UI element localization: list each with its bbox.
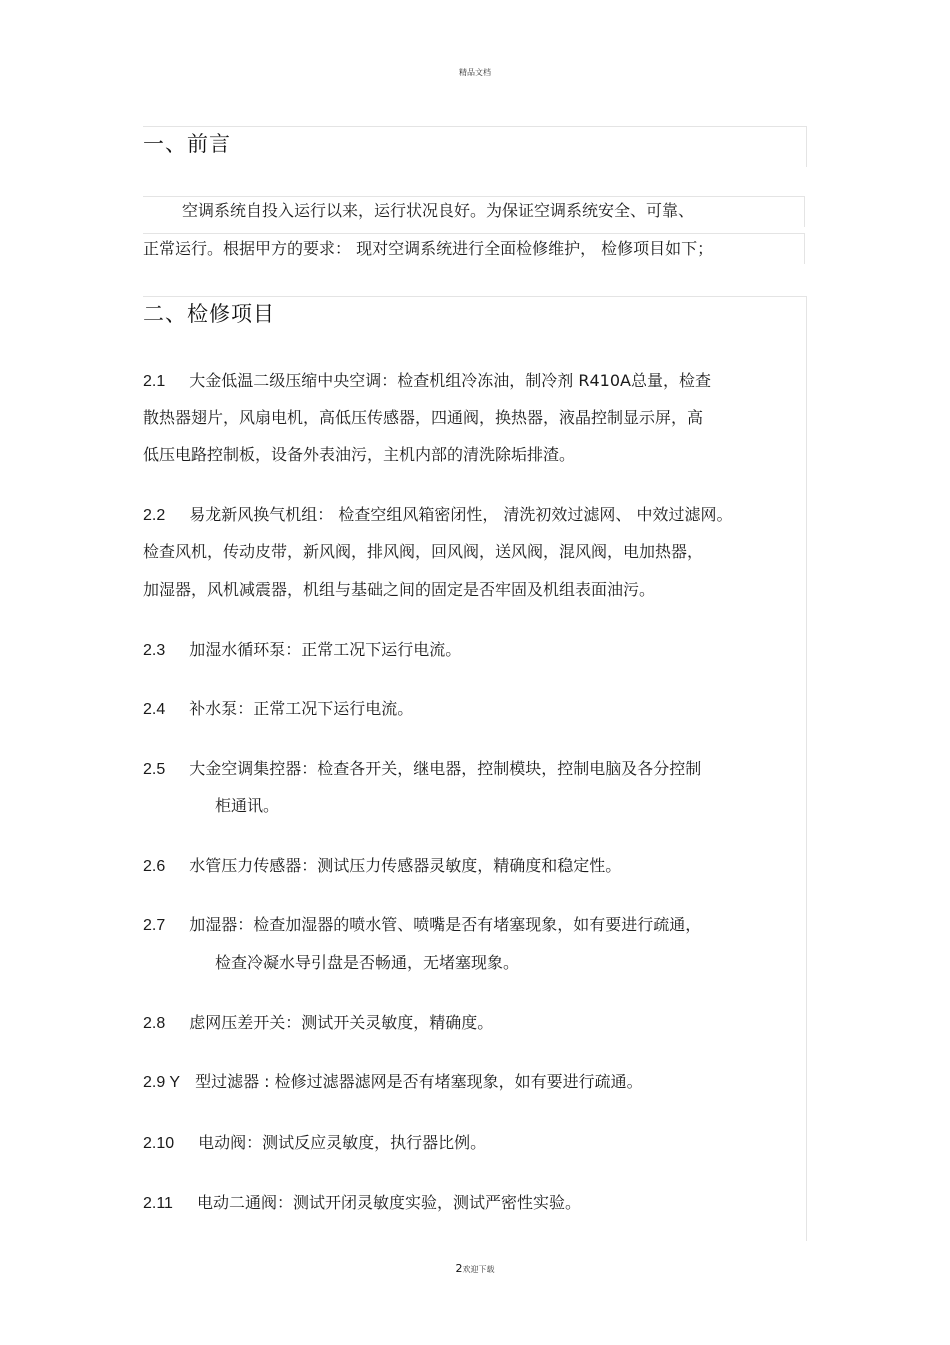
- item-2-6-line-1: [143, 853, 621, 876]
- item-number: 2.2: [143, 507, 166, 524]
- item-text: 易龙新风换气机组： 检查空组风箱密闭性， 清洗初效过滤网、 中效过滤网。: [189, 505, 733, 524]
- footer-note: 欢迎下载: [462, 1265, 495, 1274]
- item-text: 加湿器：检查加湿器的喷水管、喷嘴是否有堵塞现象，如有要进行疏通，: [189, 915, 702, 934]
- item-text: 虑网压差开关：测试开关灵敏度，精确度。: [189, 1013, 494, 1032]
- item-2-2-line-2: 检查风机，传动皮带，新风阀，排风阀，回风阀，送风阀，混风阀，电加热器，: [143, 542, 704, 561]
- page-number: 2: [455, 1262, 463, 1275]
- item-text: 型过滤器 : 检修过滤器滤网是否有堵塞现象，如有要进行疏通。: [195, 1072, 643, 1091]
- item-2-11-line-1: [143, 1190, 581, 1213]
- header-watermark: 精品文档: [459, 68, 491, 77]
- item-text: 加湿水循环泵：正常工况下运行电流。: [189, 640, 462, 659]
- item-number: 2.4: [143, 701, 166, 718]
- section1-title: 一、前言: [143, 132, 231, 156]
- item-number: 2.10: [143, 1135, 175, 1152]
- item-2-2-line-1: [143, 502, 733, 525]
- item-number: 2.8: [143, 1015, 166, 1032]
- item-2-4-line-1: [143, 696, 413, 719]
- item-number: 2.5: [143, 761, 166, 778]
- intro-line-1: 空调系统自投入运行以来，运行状况良好。为保证空调系统安全、可靠、: [182, 201, 695, 220]
- item-number: 2.1: [143, 373, 166, 390]
- item-text: 大金低温二级压缩中央空调：检查机组冷冻油，制冷剂 R410A总量，检查: [189, 371, 711, 390]
- item-text: 电动二通阀：测试开闭灵敏度实验，测试严密性实验。: [196, 1193, 581, 1212]
- item-text: 补水泵：正常工况下运行电流。: [189, 699, 414, 718]
- item-2-1-line-3: 低压电路控制板，设备外表油污，主机内部的清洗除垢排渣。: [143, 445, 576, 464]
- page-footer: [0, 1262, 950, 1275]
- item-number: 2.6: [143, 858, 166, 875]
- item-2-5-line-2: 柜通讯。: [215, 796, 280, 815]
- item-number: 2.11: [143, 1195, 173, 1212]
- item-text: 电动阀：测试反应灵敏度，执行器比例。: [198, 1133, 487, 1152]
- item-number: 2.9 Y: [143, 1074, 181, 1091]
- item-2-7-line-1: [143, 912, 701, 935]
- item-text: 水管压力传感器：测试压力传感器灵敏度，精确度和稳定性。: [189, 856, 622, 875]
- item-2-8-line-1: [143, 1010, 493, 1033]
- item-number: 2.3: [143, 642, 166, 659]
- item-2-5-line-1: [143, 756, 701, 779]
- item-2-7-line-2: 检查冷凝水导引盘是否畅通，无堵塞现象。: [215, 953, 520, 972]
- section2-title: 二、检修项目: [143, 302, 275, 326]
- item-2-9-line-1: [143, 1069, 643, 1092]
- item-number: 2.7: [143, 917, 166, 934]
- item-2-2-line-3: 加湿器，风机减震器，机组与基础之间的固定是否牢固及机组表面油污。: [143, 580, 656, 599]
- item-text: 大金空调集控器：检查各开关，继电器，控制模块，控制电脑及各分控制: [189, 759, 702, 778]
- item-2-3-line-1: [143, 637, 461, 660]
- item-2-10-line-1: [143, 1130, 486, 1153]
- item-2-1-line-2: 散热器翅片，风扇电机，高低压传感器，四通阀，换热器，液晶控制显示屏，高: [143, 408, 704, 427]
- intro-line-2: 正常运行。根据甲方的要求： 现对空调系统进行全面检修维护， 检修项目如下；: [143, 239, 714, 258]
- item-2-1-line-1: [143, 368, 711, 391]
- section1-frame: [143, 126, 807, 167]
